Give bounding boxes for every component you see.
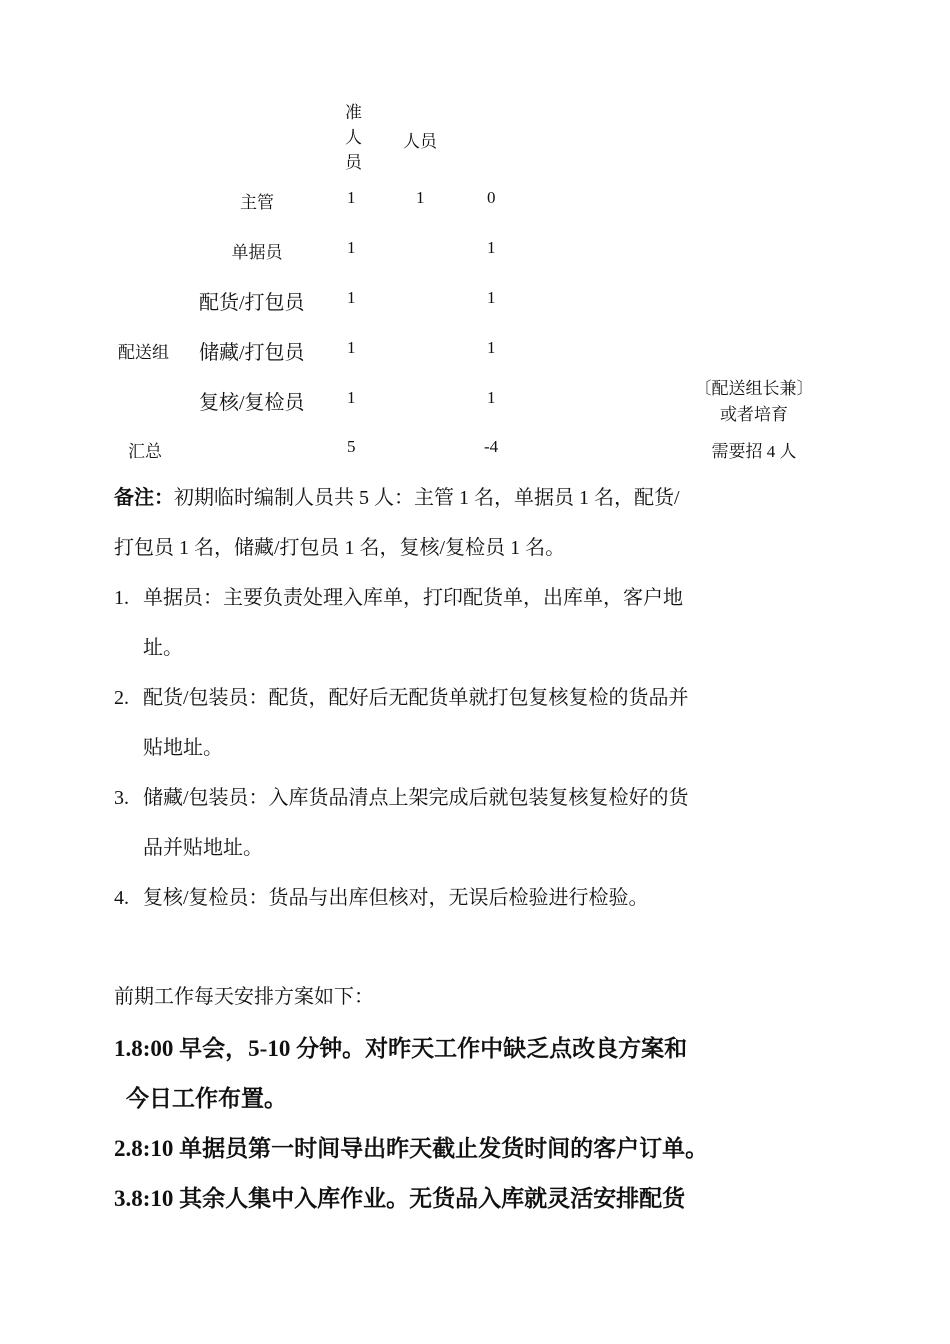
list-number: 1. xyxy=(114,587,129,609)
list-number: 2. xyxy=(114,687,129,709)
remark-line xyxy=(114,473,680,523)
quota-cell: 1 xyxy=(347,338,356,357)
list-number: 4. xyxy=(114,887,129,909)
list-item: 储藏/包装员：入库货品清点上架完成后就包装复核复检好的货 xyxy=(143,787,689,809)
schedule-intro: 前期工作每天安排方案如下： xyxy=(114,986,374,1008)
header-quota-char: 准 xyxy=(345,103,362,122)
list-number: 3. xyxy=(114,787,129,809)
list-item: 复核/复检员：货品与出库但核对，无误后检验进行检验。 xyxy=(143,887,649,909)
schedule-item: 3.8:10 其余人集中入库作业。无货品入库就灵活安排配货 xyxy=(114,1186,686,1211)
remark-label: 备注： xyxy=(114,487,174,509)
schedule-item: 今日工作布置。 xyxy=(126,1086,287,1111)
quota-cell: 1 xyxy=(347,188,356,207)
role-cell: 储藏/打包员 xyxy=(199,342,305,364)
role-cell: 主管 xyxy=(240,193,274,212)
note-cell: 或者培育 xyxy=(720,405,788,424)
diff-cell: 1 xyxy=(487,338,496,357)
schedule-item: 1.8:00 早会，5-10 分钟。对昨天工作中缺乏点改良方案和 xyxy=(114,1036,688,1061)
diff-cell: 1 xyxy=(487,238,496,257)
role-cell: 单据员 xyxy=(231,243,283,262)
list-item: 配货/包装员：配货，配好后无配货单就打包复核复检的货品并 xyxy=(143,687,689,709)
total-label: 汇总 xyxy=(128,442,162,461)
total-diff: -4 xyxy=(484,437,499,456)
diff-cell: 1 xyxy=(487,388,496,407)
header-staff: 人员 xyxy=(403,132,437,151)
remark-line: 打包员 1 名，储藏/打包员 1 名，复核/复检员 1 名。 xyxy=(114,537,566,559)
quota-cell: 1 xyxy=(347,288,356,307)
total-note: 需要招 4 人 xyxy=(711,442,797,461)
header-quota-char: 员 xyxy=(345,153,362,172)
role-cell: 复核/复检员 xyxy=(199,392,305,414)
list-item: 单据员：主要负责处理入库单，打印配货单，出库单，客户地 xyxy=(143,587,683,609)
list-item: 贴地址。 xyxy=(143,737,223,759)
role-cell: 配货/打包员 xyxy=(199,292,305,314)
diff-cell: 0 xyxy=(487,188,496,207)
quota-cell: 1 xyxy=(347,388,356,407)
current-cell: 1 xyxy=(416,188,425,207)
schedule-item: 2.8:10 单据员第一时间导出昨天截止发货时间的客户订单。 xyxy=(114,1136,709,1161)
diff-cell: 1 xyxy=(487,288,496,307)
remark-text: 初期临时编制人员共 5 人：主管 1 名，单据员 1 名，配货/ xyxy=(174,487,680,509)
header-quota-char: 人 xyxy=(345,128,362,147)
quota-cell: 1 xyxy=(347,238,356,257)
header-quota xyxy=(345,100,365,175)
list-item: 品并贴地址。 xyxy=(143,837,263,859)
total-quota: 5 xyxy=(347,437,356,456)
group-label: 配送组 xyxy=(118,343,169,362)
note-cell: 〔配送组长兼〕 xyxy=(694,379,814,398)
list-item: 址。 xyxy=(143,637,183,659)
